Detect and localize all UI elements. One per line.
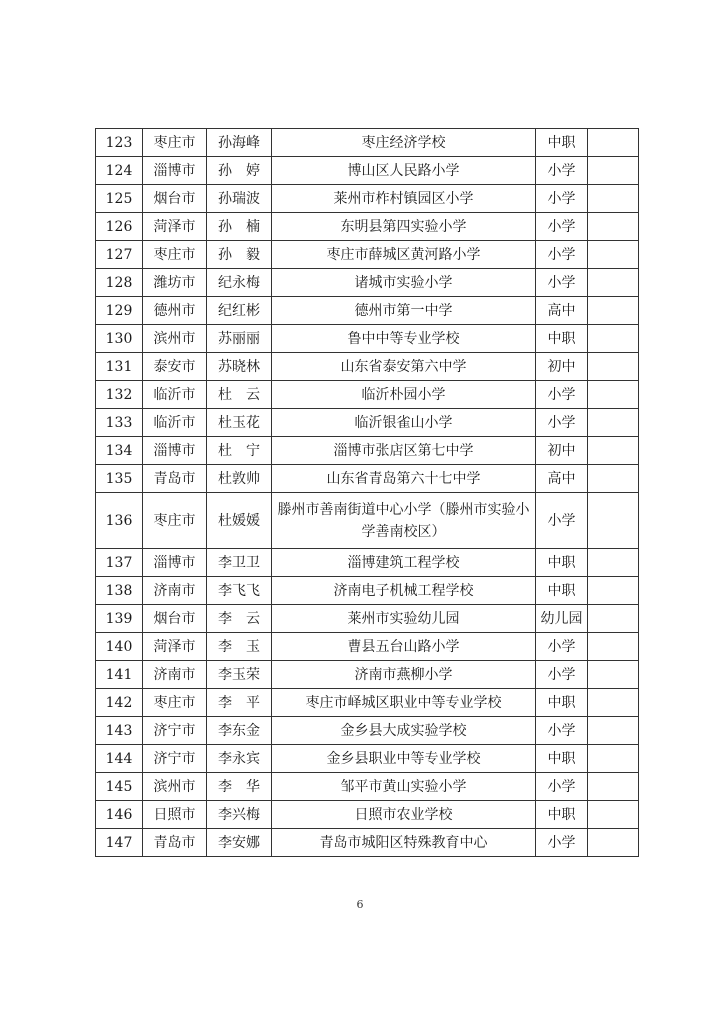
city-cell: 济南市 [143,577,207,605]
school-cell: 临沂朴园小学 [272,381,536,409]
school-cell: 鲁中中等专业学校 [272,325,536,353]
school-level-cell: 小学 [536,661,588,689]
row-number-cell: 142 [96,689,143,717]
teacher-name-cell: 孙 婷 [207,157,272,185]
school-level-cell: 中职 [536,801,588,829]
school-level-cell: 小学 [536,493,588,549]
school-level-cell: 小学 [536,241,588,269]
empty-cell [588,269,639,297]
empty-cell [588,633,639,661]
page-number: 6 [356,898,364,911]
school-cell: 淄博建筑工程学校 [272,549,536,577]
roster-table-body [96,129,639,857]
empty-cell [588,745,639,773]
school-cell: 德州市第一中学 [272,297,536,325]
row-number-cell: 135 [96,465,143,493]
school-level-cell: 高中 [536,297,588,325]
roster-table [95,128,639,857]
table-row [96,213,639,241]
teacher-name-cell: 李 华 [207,773,272,801]
school-cell: 日照市农业学校 [272,801,536,829]
city-cell: 枣庄市 [143,689,207,717]
empty-cell [588,773,639,801]
table-row [96,129,639,157]
row-number-cell: 143 [96,717,143,745]
school-level-cell: 小学 [536,409,588,437]
school-cell: 莱州市柞村镇园区小学 [272,185,536,213]
city-cell: 淄博市 [143,157,207,185]
row-number-cell: 141 [96,661,143,689]
school-level-cell: 中职 [536,129,588,157]
table-row [96,801,639,829]
school-level-cell: 初中 [536,437,588,465]
school-cell: 邹平市黄山实验小学 [272,773,536,801]
city-cell: 菏泽市 [143,213,207,241]
school-level-cell: 初中 [536,353,588,381]
row-number-cell: 137 [96,549,143,577]
row-number-cell: 123 [96,129,143,157]
table-row [96,325,639,353]
row-number-cell: 134 [96,437,143,465]
teacher-name-cell: 李 云 [207,605,272,633]
empty-cell [588,353,639,381]
school-cell: 诸城市实验小学 [272,269,536,297]
row-number-cell: 147 [96,829,143,857]
row-number-cell: 129 [96,297,143,325]
school-cell: 莱州市实验幼儿园 [272,605,536,633]
teacher-name-cell: 李 玉 [207,633,272,661]
city-cell: 济宁市 [143,745,207,773]
school-level-cell: 中职 [536,577,588,605]
school-cell: 临沂银雀山小学 [272,409,536,437]
row-number-cell: 139 [96,605,143,633]
city-cell: 日照市 [143,801,207,829]
school-cell: 淄博市张店区第七中学 [272,437,536,465]
teacher-name-cell: 孙 毅 [207,241,272,269]
school-cell: 济南电子机械工程学校 [272,577,536,605]
empty-cell [588,213,639,241]
school-level-cell: 小学 [536,381,588,409]
school-cell: 山东省泰安第六中学 [272,353,536,381]
table-row [96,241,639,269]
table-row [96,157,639,185]
school-cell: 曹县五台山路小学 [272,633,536,661]
table-row [96,437,639,465]
school-level-cell: 小学 [536,633,588,661]
school-cell: 博山区人民路小学 [272,157,536,185]
table-row [96,465,639,493]
empty-cell [588,465,639,493]
table-row [96,745,639,773]
row-number-cell: 126 [96,213,143,241]
table-row [96,829,639,857]
city-cell: 德州市 [143,297,207,325]
school-cell: 枣庄市薛城区黄河路小学 [272,241,536,269]
city-cell: 菏泽市 [143,633,207,661]
row-number-cell: 144 [96,745,143,773]
teacher-name-cell: 孙海峰 [207,129,272,157]
row-number-cell: 138 [96,577,143,605]
table-row [96,549,639,577]
row-number-cell: 128 [96,269,143,297]
teacher-name-cell: 苏晓林 [207,353,272,381]
empty-cell [588,661,639,689]
empty-cell [588,577,639,605]
row-number-cell: 125 [96,185,143,213]
teacher-name-cell: 李飞飞 [207,577,272,605]
school-level-cell: 小学 [536,773,588,801]
empty-cell [588,241,639,269]
table-row [96,661,639,689]
table-row [96,633,639,661]
empty-cell [588,129,639,157]
city-cell: 烟台市 [143,185,207,213]
teacher-name-cell: 李卫卫 [207,549,272,577]
table-row [96,297,639,325]
school-level-cell: 小学 [536,157,588,185]
row-number-cell: 140 [96,633,143,661]
empty-cell [588,381,639,409]
school-cell: 东明县第四实验小学 [272,213,536,241]
teacher-name-cell: 苏丽丽 [207,325,272,353]
school-cell: 青岛市城阳区特殊教育中心 [272,829,536,857]
empty-cell [588,689,639,717]
city-cell: 枣庄市 [143,241,207,269]
teacher-name-cell: 纪红彬 [207,297,272,325]
city-cell: 烟台市 [143,605,207,633]
row-number-cell: 127 [96,241,143,269]
row-number-cell: 132 [96,381,143,409]
teacher-name-cell: 杜敦帅 [207,465,272,493]
table-row [96,717,639,745]
city-cell: 济南市 [143,661,207,689]
empty-cell [588,157,639,185]
table-row [96,577,639,605]
school-level-cell: 小学 [536,213,588,241]
teacher-name-cell: 杜 宁 [207,437,272,465]
city-cell: 青岛市 [143,829,207,857]
empty-cell [588,409,639,437]
city-cell: 淄博市 [143,549,207,577]
school-level-cell: 小学 [536,185,588,213]
empty-cell [588,801,639,829]
table-row [96,353,639,381]
teacher-name-cell: 杜媛媛 [207,493,272,549]
school-level-cell: 中职 [536,325,588,353]
school-cell: 山东省青岛第六十七中学 [272,465,536,493]
table-row [96,409,639,437]
school-cell: 枣庄经济学校 [272,129,536,157]
table-row [96,605,639,633]
row-number-cell: 131 [96,353,143,381]
table-row [96,381,639,409]
school-cell: 济南市燕柳小学 [272,661,536,689]
school-level-cell: 小学 [536,269,588,297]
city-cell: 青岛市 [143,465,207,493]
row-number-cell: 130 [96,325,143,353]
empty-cell [588,325,639,353]
table-row [96,493,639,549]
school-cell: 滕州市善南街道中心小学（滕州市实验小学善南校区） [272,493,536,549]
school-cell: 枣庄市峄城区职业中等专业学校 [272,689,536,717]
city-cell: 枣庄市 [143,493,207,549]
table-row [96,269,639,297]
teacher-name-cell: 杜玉花 [207,409,272,437]
teacher-name-cell: 李 平 [207,689,272,717]
city-cell: 枣庄市 [143,129,207,157]
teacher-name-cell: 李东金 [207,717,272,745]
empty-cell [588,829,639,857]
empty-cell [588,549,639,577]
row-number-cell: 133 [96,409,143,437]
row-number-cell: 145 [96,773,143,801]
row-number-cell: 146 [96,801,143,829]
school-level-cell: 高中 [536,465,588,493]
teacher-name-cell: 孙 楠 [207,213,272,241]
city-cell: 临沂市 [143,381,207,409]
table-row [96,185,639,213]
city-cell: 泰安市 [143,353,207,381]
city-cell: 滨州市 [143,773,207,801]
city-cell: 潍坊市 [143,269,207,297]
city-cell: 济宁市 [143,717,207,745]
school-level-cell: 小学 [536,717,588,745]
teacher-name-cell: 李玉荣 [207,661,272,689]
city-cell: 淄博市 [143,437,207,465]
table-row [96,773,639,801]
school-level-cell: 中职 [536,549,588,577]
empty-cell [588,185,639,213]
empty-cell [588,437,639,465]
table-row [96,689,639,717]
school-cell: 金乡县大成实验学校 [272,717,536,745]
teacher-name-cell: 杜 云 [207,381,272,409]
empty-cell [588,605,639,633]
teacher-name-cell: 李永宾 [207,745,272,773]
city-cell: 滨州市 [143,325,207,353]
empty-cell [588,717,639,745]
teacher-name-cell: 李兴梅 [207,801,272,829]
school-level-cell: 幼儿园 [536,605,588,633]
school-level-cell: 中职 [536,745,588,773]
city-cell: 临沂市 [143,409,207,437]
empty-cell [588,493,639,549]
row-number-cell: 124 [96,157,143,185]
teacher-name-cell: 孙瑞波 [207,185,272,213]
school-level-cell: 中职 [536,689,588,717]
teacher-name-cell: 纪永梅 [207,269,272,297]
row-number-cell: 136 [96,493,143,549]
teacher-name-cell: 李安娜 [207,829,272,857]
school-cell: 金乡县职业中等专业学校 [272,745,536,773]
empty-cell [588,297,639,325]
school-level-cell: 小学 [536,829,588,857]
